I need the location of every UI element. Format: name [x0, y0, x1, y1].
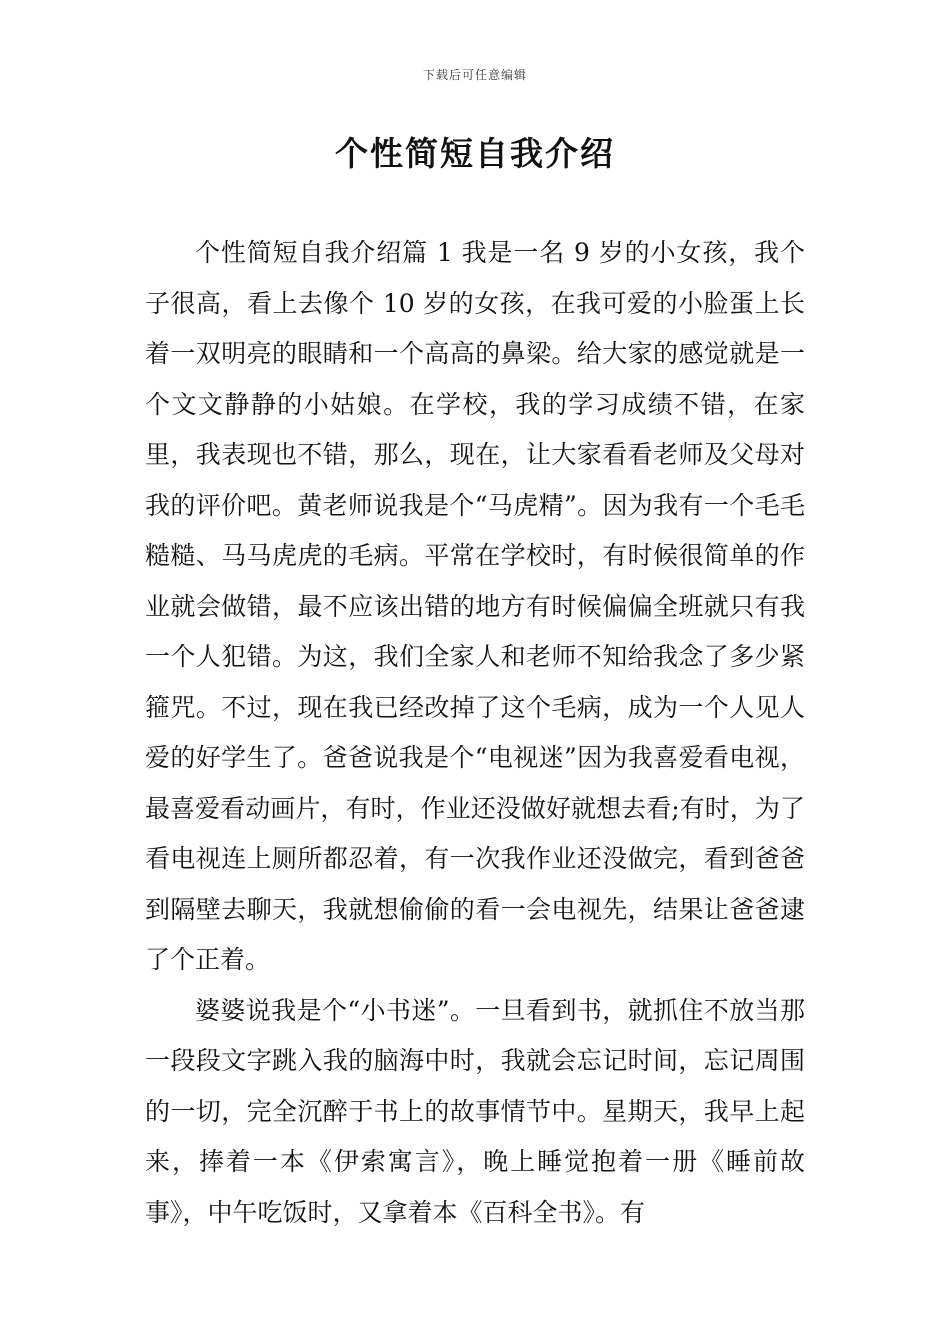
paragraph: 个性简短自我介绍篇 1 我是一名 9 岁的小女孩，我个子很高，看上去像个 10 岁的女孩，在我可爱的小脸蛋上长着一双明亮的眼睛和一个高高的鼻梁。给大家的感觉就是一个文文静静的小姑娘。在学校，我的学习成绩不错，在家里，我表现也不错，那么，现在，让大家看看老师及父母对我的评价吧。黄老师说我是个“马虎精”。因为我有一个毛毛糙糙、马马虎虎的毛病。平常在学校时，有时候很简单的作业就会做错，最不应该出错的地方有时候偏偏全班就只有我一个人犯错。为这，我们全家人和老师不知给我念了多少紧箍咒。不过，现在我已经改掉了这个毛病，成为一个人见人爱的好学生了。爸爸说我是个“电视迷”因为我喜爱看电视，最喜爱看动画片，有时，作业还没做好就想去看;有时，为了看电视连上厕所都忍着，有一次我作业还没做完，看到爸爸到隔壁去聊天，我就想偷偷的看一会电视先，结果让爸爸逮了个正着。	[145, 238, 805, 974]
document-title: 个性简短自我介绍	[335, 134, 615, 173]
header-note: 下载后可任意编辑	[422, 68, 527, 82]
document-body	[145, 228, 805, 1238]
paragraph: 婆婆说我是个“小书迷”。一旦看到书，就抓住不放当那一段段文字跳入我的脑海中时，我就会忘记时间，忘记周围的一切，完全沉醉于书上的故事情节中。星期天，我早上起来，捧着一本《伊索寓言》，晚上睡觉抱着一册《睡前故事》，中午吃饭时，又拿着本《百科全书》。有	[145, 995, 805, 1227]
